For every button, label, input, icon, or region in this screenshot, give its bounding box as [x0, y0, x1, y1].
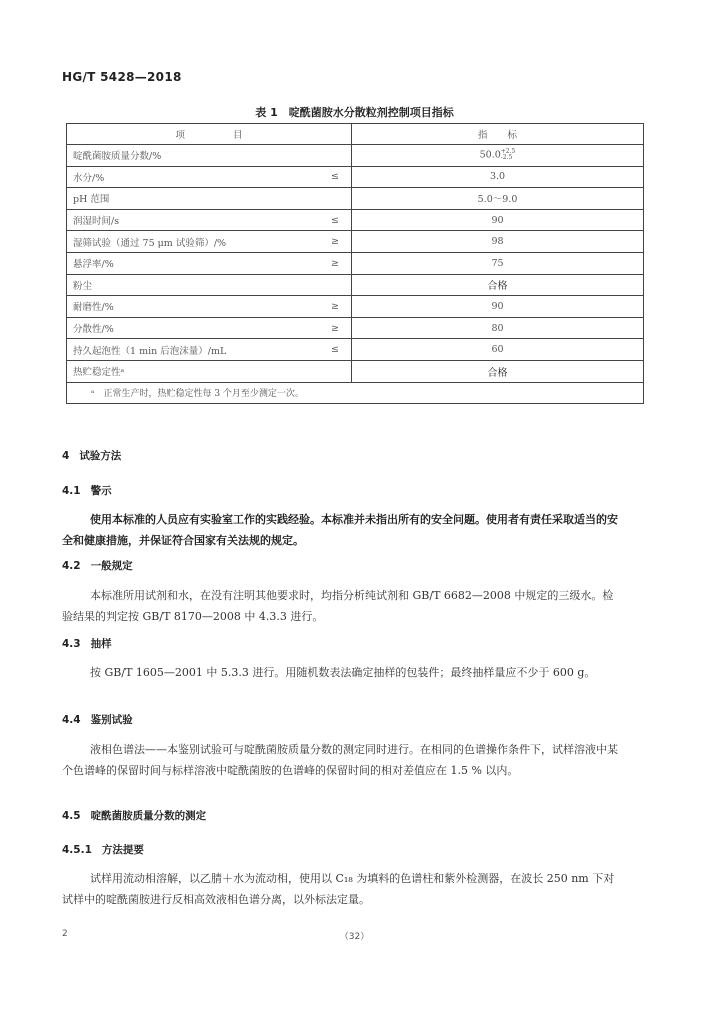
table-row	[67, 296, 644, 318]
row-value: 合格	[352, 274, 644, 296]
table-row	[67, 166, 644, 188]
section-4-3-paragraph: 按 GB/T 1605—2001 中 5.3.3 进行。用随机数表法确定抽样的包装件；最终抽样量应不少于 600 g。	[90, 666, 596, 679]
table-row	[67, 209, 644, 231]
table-row	[67, 317, 644, 339]
row-value: 5.0～9.0	[352, 188, 644, 210]
row-name: pH 范围	[67, 188, 320, 210]
table-row	[67, 231, 644, 253]
header-item: 项目	[67, 124, 352, 145]
sheet-number: （32）	[339, 932, 370, 942]
table-row	[67, 188, 644, 210]
section-4-3-heading: 4.3 抽样	[62, 638, 112, 650]
row-name: 分散性/%	[67, 317, 320, 339]
row-value: 90	[352, 296, 644, 318]
section-4-4-paragraph: 液相色谱法——本鉴别试验可与啶酰菌胺质量分数的测定同时进行。在相同的色谱操作条件下，试样溶液中某个色谱峰的保留时间与标样溶液中啶酰菌胺的色谱峰的保留时间的相对差值应在 1.5 % 以内。	[62, 743, 618, 777]
row-value: 98	[352, 231, 644, 253]
row-name: 持久起泡性（1 min 后泡沫量）/mL	[67, 339, 320, 361]
section-4-5-1-paragraph: 试样用流动相溶解，以乙腈＋水为流动相，使用以 C₁₈ 为填料的色谱柱和紫外检测器，在波长 250 nm 下对试样中的啶酰菌胺进行反相高效液相色谱分离，以外标法定量。	[62, 872, 615, 906]
table-caption: 表 1 啶酰菌胺水分散粒剂控制项目指标	[255, 106, 454, 119]
header-value: 指标	[352, 124, 644, 145]
row-operator	[319, 145, 352, 167]
row-operator: ≤	[319, 339, 352, 361]
row-name: 悬浮率/%	[67, 252, 320, 274]
section-4-1-heading: 4.1 警示	[62, 485, 112, 497]
row-value: 50.0+2.5 -2.5	[352, 145, 644, 167]
table-row	[67, 339, 644, 361]
spec-table	[66, 123, 644, 404]
page-number: 2	[62, 929, 68, 939]
table-row	[67, 252, 644, 274]
table-row	[67, 274, 644, 296]
row-name: 耐磨性/%	[67, 296, 320, 318]
table-row	[67, 360, 644, 382]
section-4-1-paragraph: 使用本标准的人员应有实验室工作的实践经验。本标准并未指出所有的安全问题。使用者有责任采取适当的安全和健康措施，并保证符合国家有关法规的规定。	[62, 513, 618, 547]
row-operator: ≥	[319, 317, 352, 339]
row-operator: ≥	[319, 296, 352, 318]
section-4-4-heading: 4.4 鉴别试验	[62, 714, 133, 726]
row-operator	[319, 360, 352, 382]
section-4-2-paragraph: 本标准所用试剂和水，在没有注明其他要求时，均指分析纯试剂和 GB/T 6682—2008 中规定的三级水。检验结果的判定按 GB/T 8170—2008 中 4.3.3 进行。	[62, 589, 614, 623]
row-value: 90	[352, 209, 644, 231]
row-name: 粉尘	[67, 274, 320, 296]
row-value: 合格	[352, 360, 644, 382]
table-row	[67, 145, 644, 167]
tolerance: +2.5 -2.5	[500, 148, 516, 162]
row-operator: ≥	[319, 231, 352, 253]
row-value: 60	[352, 339, 644, 361]
section-4-5-heading: 4.5 啶酰菌胺质量分数的测定	[62, 810, 207, 822]
table-footnote-row	[67, 382, 644, 403]
table-header-row	[67, 124, 644, 145]
section-4-5-1-heading: 4.5.1 方法提要	[62, 844, 144, 856]
row-name: 啶酰菌胺质量分数/%	[67, 145, 320, 167]
row-value: 3.0	[352, 166, 644, 188]
row-name: 热贮稳定性ᵃ	[67, 360, 320, 382]
row-operator: ≤	[319, 209, 352, 231]
row-value: 75	[352, 252, 644, 274]
row-name: 润湿时间/s	[67, 209, 320, 231]
row-operator: ≥	[319, 252, 352, 274]
row-operator	[319, 274, 352, 296]
row-operator: ≤	[319, 166, 352, 188]
standard-code: HG/T 5428—2018	[62, 70, 182, 84]
section-4-2-heading: 4.2 一般规定	[62, 560, 133, 572]
row-operator	[319, 188, 352, 210]
section-4-heading: 4 试验方法	[62, 450, 122, 462]
table-footnote: ᵃ 正常生产时，热贮稳定性每 3 个月至少测定一次。	[67, 382, 644, 403]
row-name: 湿筛试验（通过 75 μm 试验筛）/%	[67, 231, 320, 253]
row-name: 水分/%	[67, 166, 320, 188]
row-value: 80	[352, 317, 644, 339]
